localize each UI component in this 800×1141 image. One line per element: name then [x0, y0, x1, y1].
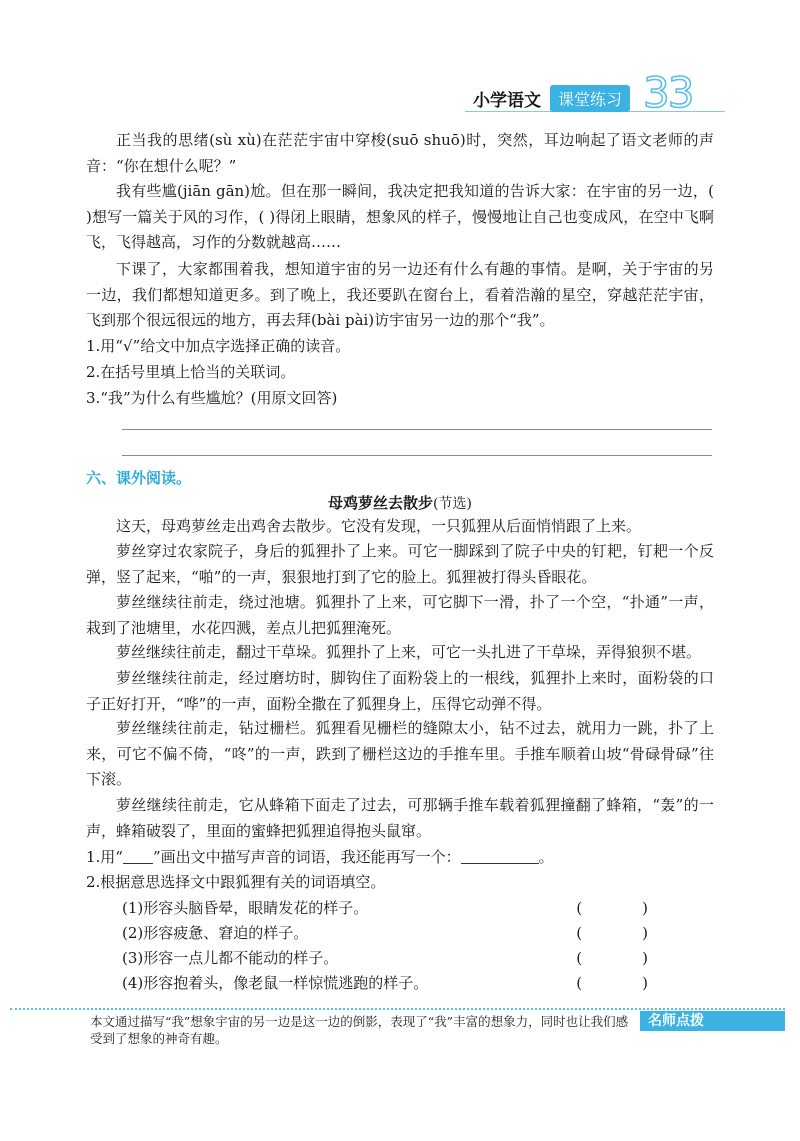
story-question-1 [86, 845, 554, 869]
tip-divider [10, 1008, 785, 1010]
sub-item-4-text: (4)形容抱着头，像老鼠一样惊慌逃跑的样子。 [122, 974, 429, 992]
underline-sample [123, 849, 153, 864]
passage-paragraph-2: 我有些尴(jiān gān)尬。但在那一瞬间，我决定把我知道的告诉大家：在宇宙的另一边，( )想写一篇关于风的习作，( )得闭上眼睛，想象风的样子，慢慢地让自己也变成风，在空中飞啊飞，飞得越高，习作的分数就越高…… [86, 182, 714, 251]
story-paragraph-2: 萝丝穿过农家院子，身后的狐狸扑了上来。可它一脚踩到了院子中央的钉耙，钉耙一个反弹，竖了起来，“啪”的一声，狠狠地打到了它的脸上。狐狸被打得头昏眼花。 [86, 542, 714, 586]
sub-item-2-text: (2)形容疲惫、窘迫的样子。 [122, 924, 309, 942]
teacher-tip-text: 本文通过描写“我”想象宇宙的另一边是这一边的倒影，表现了“我”丰富的想象力，同时也让我们感受到了想象的神奇有趣。 [90, 1014, 629, 1046]
question-3: 3.“我”为什么有些尴尬？(用原文回答) [86, 389, 338, 407]
sub-item-2 [122, 921, 714, 945]
sub-item-4 [122, 971, 714, 995]
page-number: 33 [643, 68, 693, 117]
exercise-tag: 课堂练习 [550, 85, 630, 112]
sub-item-1-text: (1)形容头脑昏晕，眼睛发花的样子。 [122, 899, 369, 917]
answer-paren-4[interactable]: () [576, 974, 708, 992]
story-paragraph-3: 萝丝继续往前走，绕过池塘。狐狸扑了上来，可它脚下一滑，扑了一个空，“扑通”一声，栽到了池塘里，水花四溅，差点儿把狐狸淹死。 [86, 593, 714, 637]
question-2: 2.在括号里填上恰当的关联词。 [86, 363, 296, 381]
story-question-1-part-a: 1.用“ [86, 848, 123, 866]
section-six-title: 六、课外阅读。 [86, 469, 192, 487]
story-question-1-part-c: 。 [538, 848, 554, 866]
passage-paragraph-1: 正当我的思绪(sù xù)在茫茫宇宙中穿梭(suō shuō)时，突然，耳边响起了语文老师的声音：“你在想什么呢？” [86, 131, 714, 175]
answer-paren-3[interactable]: () [576, 949, 708, 967]
story-paragraph-4: 萝丝继续往前走，翻过干草垛。狐狸扑了上来，可它一头扎进了干草垛，弄得狼狈不堪。 [116, 643, 702, 661]
answer-line-2[interactable] [122, 455, 712, 456]
teacher-tip-badge: 名师点拨 [640, 1011, 785, 1031]
question-1: 1.用“√”给文中加点字选择正确的读音。 [86, 337, 351, 355]
story-title-text: 母鸡萝丝去散步 [328, 494, 434, 512]
subject-label: 小学语文 [473, 91, 541, 111]
page-header [455, 68, 725, 117]
extra-word-blank[interactable] [461, 849, 539, 864]
story-paragraph-1: 这天，母鸡萝丝走出鸡舍去散步。它没有发现，一只狐狸从后面悄悄跟了上来。 [116, 517, 642, 535]
passage-paragraph-3: 下课了，大家都围着我，想知道宇宙的另一边还有什么有趣的事情。是啊，关于宇宙的另一边，我们都想知道更多。到了晚上，我还要趴在窗台上，看着浩瀚的星空，穿越茫茫宇宙，飞到那个很远很远的地方，再去拜(bài pài)访宇宙另一边的那个“我”。 [86, 260, 714, 329]
answer-paren-1[interactable]: () [576, 899, 708, 917]
story-paragraph-7: 萝丝继续往前走，它从蜂箱下面走了过去，可那辆手推车载着狐狸撞翻了蜂箱，“轰”的一声，蜂箱破裂了，里面的蜜蜂把狐狸追得抱头鼠窜。 [86, 796, 714, 840]
answer-paren-2[interactable]: () [576, 924, 708, 942]
story-paragraph-5: 萝丝继续往前走，经过磨坊时，脚钩住了面粉袋上的一根线，狐狸扑上来时，面粉袋的口子正好打开，“哗”的一声，面粉全撒在了狐狸身上，压得它动弹不得。 [86, 669, 714, 713]
story-title [0, 492, 800, 513]
sub-item-3-text: (3)形容一点儿都不能动的样子。 [122, 949, 339, 967]
story-question-1-part-b: ”画出文中描写声音的词语，我还能再写一个： [152, 848, 461, 866]
story-title-note: (节选) [433, 496, 472, 512]
story-paragraph-6: 萝丝继续往前走，钻过栅栏。狐狸看见栅栏的缝隙太小，钻不过去，就用力一跳，扑了上来，可它不偏不倚，“咚”的一声，跌到了栅栏这边的手推车里。手推车顺着山坡“骨碌骨碌”往下滚。 [86, 719, 714, 788]
answer-line-1[interactable] [122, 429, 712, 430]
story-question-2: 2.根据意思选择文中跟狐狸有关的词语填空。 [86, 873, 386, 891]
sub-item-1 [122, 896, 714, 920]
sub-item-3 [122, 946, 714, 970]
